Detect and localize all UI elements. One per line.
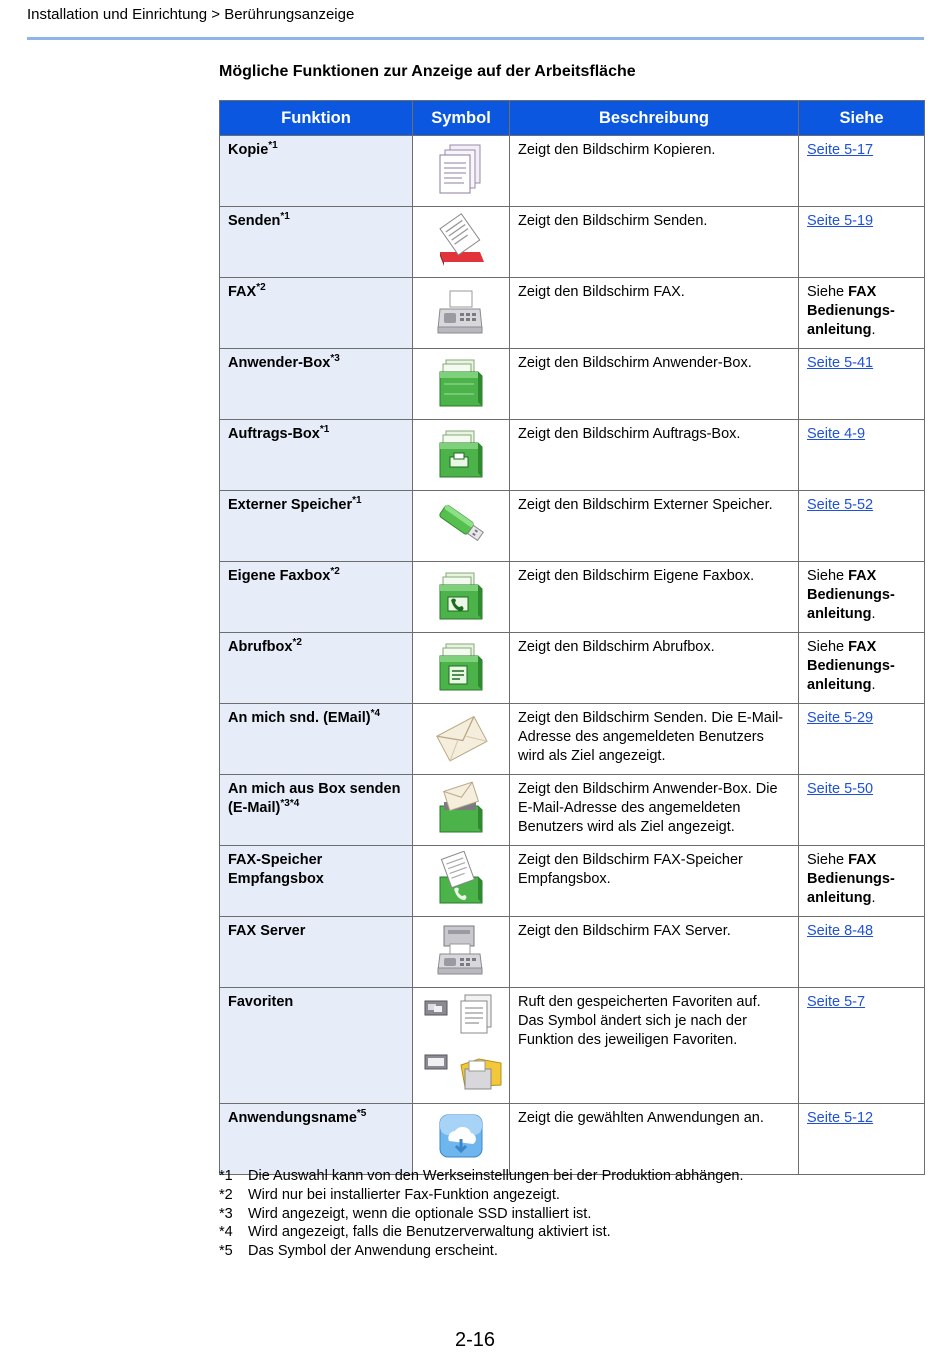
see-cell <box>799 562 925 633</box>
functions-table <box>219 100 925 1175</box>
footnote-text: Wird nur bei installierter Fax-Funktion angezeigt. <box>248 1186 560 1203</box>
see-prefix: Siehe <box>807 852 849 868</box>
function-name-cell <box>220 136 413 207</box>
function-name: Abrufbox <box>228 639 293 655</box>
polling-box-icon <box>434 638 488 694</box>
see-cell <box>799 917 925 988</box>
table-row <box>220 988 925 1104</box>
footnote-mark: *3 <box>219 1205 233 1222</box>
see-cell <box>799 349 925 420</box>
page-link[interactable]: Seite 5-52 <box>807 497 874 513</box>
function-name: Senden <box>228 213 281 229</box>
function-name-cell <box>220 775 413 846</box>
see-cell <box>799 633 925 704</box>
box-to-mail-icon <box>434 780 488 836</box>
usb-memory-icon <box>434 496 488 552</box>
function-name-cell <box>220 846 413 917</box>
footnote-text: Die Auswahl kann von den Werkseinstellungen bei der Produktion abhängen. <box>248 1168 744 1184</box>
description-cell: Zeigt den Bildschirm Abrufbox. <box>510 633 799 704</box>
symbol-cell <box>413 562 510 633</box>
description-cell: Zeigt den Bildschirm FAX. <box>510 278 799 349</box>
see-prefix: Siehe <box>807 284 849 300</box>
see-suffix: . <box>871 890 876 906</box>
send-icon <box>434 212 488 268</box>
table-row <box>220 136 925 207</box>
function-name: Anwendungsname <box>228 1110 357 1126</box>
fax-icon <box>434 283 488 339</box>
header-rule <box>27 37 924 40</box>
description-cell: Zeigt die gewählten Anwendungen an. <box>510 1104 799 1175</box>
see-cell <box>799 704 925 775</box>
footnote-mark: *2 <box>219 1186 233 1203</box>
symbol-cell <box>413 207 510 278</box>
breadcrumb: Installation und Einrichtung > Berührungsanzeige <box>27 6 355 23</box>
see-cell <box>799 136 925 207</box>
see-cell <box>799 775 925 846</box>
function-name: FAX-Speicher Empfangsbox <box>228 852 324 887</box>
function-name-cell <box>220 988 413 1104</box>
manual-reference: FAX Bedienungs-anleitung <box>807 852 895 906</box>
see-suffix: . <box>871 677 876 693</box>
function-name-cell <box>220 278 413 349</box>
application-icon <box>434 1109 488 1165</box>
function-name: FAX Server <box>228 923 306 939</box>
table-header-row <box>220 101 925 136</box>
job-box-icon <box>434 425 488 481</box>
user-box-icon <box>434 354 488 410</box>
see-cell <box>799 846 925 917</box>
description-cell: Zeigt den Bildschirm FAX Server. <box>510 917 799 988</box>
symbol-cell <box>413 349 510 420</box>
footnote-ref: *1 <box>268 140 278 152</box>
function-name-cell <box>220 207 413 278</box>
see-cell <box>799 1104 925 1175</box>
header-see: Siehe <box>799 101 925 136</box>
symbol-cell <box>413 136 510 207</box>
footnote <box>219 1167 743 1186</box>
fax-server-icon <box>434 922 488 978</box>
table-row <box>220 633 925 704</box>
description-cell: Zeigt den Bildschirm Senden. Die E-Mail-Adresse des angemeldeten Benutzers wird als Ziel angezeigt. <box>510 704 799 775</box>
manual-reference: FAX Bedienungs-anleitung <box>807 568 895 622</box>
footnote-ref: *1 <box>319 424 330 436</box>
table-row <box>220 207 925 278</box>
page-link[interactable]: Seite 5-7 <box>807 994 866 1010</box>
description-cell: Zeigt den Bildschirm Eigene Faxbox. <box>510 562 799 633</box>
description-cell: Zeigt den Bildschirm Kopieren. <box>510 136 799 207</box>
footnote-ref: *2 <box>256 282 266 294</box>
symbol-cell <box>413 917 510 988</box>
page-link[interactable]: Seite 8-48 <box>807 923 874 939</box>
page-link[interactable]: Seite 5-29 <box>807 710 874 726</box>
symbol-cell <box>413 846 510 917</box>
description-cell: Zeigt den Bildschirm FAX-Speicher Empfangsbox. <box>510 846 799 917</box>
symbol-cell <box>413 1104 510 1175</box>
see-suffix: . <box>871 322 876 338</box>
description-cell: Zeigt den Bildschirm Senden. <box>510 207 799 278</box>
header-symbol: Symbol <box>413 101 510 136</box>
symbol-cell <box>413 420 510 491</box>
table-row <box>220 491 925 562</box>
manual-reference: FAX Bedienungs-anleitung <box>807 284 895 338</box>
table-row <box>220 349 925 420</box>
footnote <box>219 1205 743 1224</box>
copy-icon <box>434 141 488 197</box>
function-name: FAX <box>228 284 257 300</box>
table-row <box>220 704 925 775</box>
table-row <box>220 1104 925 1175</box>
table-row <box>220 278 925 349</box>
see-cell <box>799 988 925 1104</box>
section-title: Mögliche Funktionen zur Anzeige auf der Arbeitsfläche <box>219 63 636 80</box>
function-name-cell <box>220 633 413 704</box>
function-name-cell <box>220 704 413 775</box>
description-cell: Zeigt den Bildschirm Anwender-Box. <box>510 349 799 420</box>
page-link[interactable]: Seite 5-41 <box>807 355 874 371</box>
see-cell <box>799 207 925 278</box>
footnote-ref: *1 <box>280 211 290 223</box>
function-name-cell <box>220 562 413 633</box>
function-name-cell <box>220 491 413 562</box>
function-name: Favoriten <box>228 994 294 1010</box>
footnote-ref: *1 <box>352 495 362 507</box>
footnote-text: Wird angezeigt, wenn die optionale SSD installiert ist. <box>248 1205 592 1222</box>
footnote-text: Das Symbol der Anwendung erscheint. <box>248 1243 498 1260</box>
footnote-ref: *3*4 <box>280 798 300 810</box>
footnote-mark: *4 <box>219 1224 233 1241</box>
see-cell <box>799 491 925 562</box>
description-cell: Ruft den gespeicherten Favoriten auf. Das Symbol ändert sich je nach der Funktion des jeweiligen Favoriten. <box>510 988 799 1104</box>
symbol-cell <box>413 278 510 349</box>
see-suffix: . <box>871 606 876 622</box>
footnote-ref: *2 <box>330 566 340 578</box>
page-link[interactable]: Seite 5-17 <box>807 142 874 158</box>
own-fax-box-icon <box>434 567 488 623</box>
function-name-cell <box>220 917 413 988</box>
footnote-ref: *3 <box>330 353 340 365</box>
see-prefix: Siehe <box>807 639 849 655</box>
function-name: An mich snd. (EMail) <box>228 710 371 726</box>
table-row <box>220 562 925 633</box>
see-cell <box>799 278 925 349</box>
function-name: Auftrags-Box <box>228 426 320 442</box>
footnote <box>219 1242 743 1261</box>
symbol-cell <box>413 491 510 562</box>
see-prefix: Siehe <box>807 568 849 584</box>
function-name: Anwender-Box <box>228 355 331 371</box>
page-number: 2-16 <box>454 1329 496 1351</box>
function-name: Externer Speicher <box>228 497 353 513</box>
function-name-cell <box>220 1104 413 1175</box>
function-name-cell <box>220 349 413 420</box>
table-row <box>220 420 925 491</box>
table-row <box>220 846 925 917</box>
footnote-mark: *1 <box>219 1168 233 1184</box>
manual-reference: FAX Bedienungs-anleitung <box>807 639 895 693</box>
footnotes <box>219 1167 743 1261</box>
description-cell: Zeigt den Bildschirm Externer Speicher. <box>510 491 799 562</box>
function-name: Kopie <box>228 142 269 158</box>
description-cell: Zeigt den Bildschirm Auftrags-Box. <box>510 420 799 491</box>
header-description: Beschreibung <box>510 101 799 136</box>
page-link[interactable]: Seite 5-50 <box>807 781 874 797</box>
footnote <box>219 1186 743 1205</box>
envelope-icon <box>434 709 488 765</box>
table-row <box>220 775 925 846</box>
footnote-ref: *4 <box>370 708 381 720</box>
footnote <box>219 1223 743 1242</box>
symbol-cell <box>413 633 510 704</box>
page-link[interactable]: Seite 4-9 <box>807 426 866 442</box>
see-cell <box>799 420 925 491</box>
footnote-ref: *5 <box>356 1108 367 1120</box>
symbol-cell <box>413 775 510 846</box>
fax-memory-rx-box-icon <box>434 851 488 907</box>
symbol-cell <box>413 988 510 1104</box>
function-name: Eigene Faxbox <box>228 568 331 584</box>
footnote-mark: *5 <box>219 1243 233 1260</box>
page-link[interactable]: Seite 5-19 <box>807 213 874 229</box>
footnote-ref: *2 <box>292 637 302 649</box>
table-row <box>220 917 925 988</box>
header-function: Funktion <box>220 101 413 136</box>
description-cell: Zeigt den Bildschirm Anwender-Box. Die E-Mail-Adresse des angemeldeten Benutzers wird als Ziel angezeigt. <box>510 775 799 846</box>
function-name: An mich aus Box senden (E-Mail) <box>228 781 401 816</box>
function-name-cell <box>220 420 413 491</box>
page-link[interactable]: Seite 5-12 <box>807 1110 874 1126</box>
footnote-text: Wird angezeigt, falls die Benutzerverwaltung aktiviert ist. <box>248 1224 611 1241</box>
favorites-icon <box>421 993 509 1097</box>
symbol-cell <box>413 704 510 775</box>
